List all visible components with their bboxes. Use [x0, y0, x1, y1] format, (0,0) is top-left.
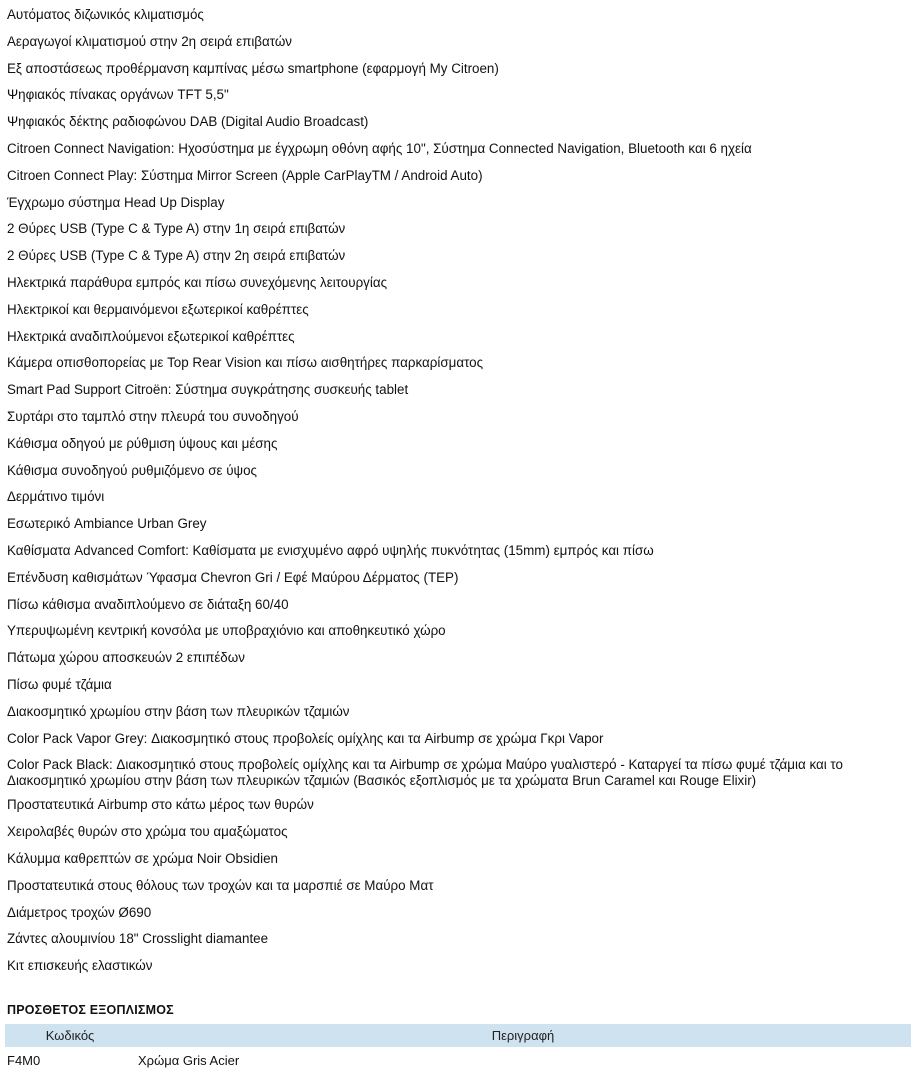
feature-item: Δερμάτινο τιμόνι	[7, 489, 105, 505]
feature-item: Citroen Connect Play: Σύστημα Mirror Screen (Apple CarPlayTM / Android Auto)	[7, 167, 483, 183]
description-column-header: Περιγραφή	[135, 1024, 911, 1047]
feature-item: Κάθισμα οδηγού με ρύθμιση ύψους και μέσης	[7, 435, 278, 451]
feature-item: Ζάντες αλουμινίου 18" Crosslight diamantee	[7, 931, 269, 947]
feature-item: Ψηφιακός δέκτης ραδιοφώνου DAB (Digital Audio Broadcast)	[7, 114, 369, 130]
feature-item: Ηλεκτρικοί και θερμαινόμενοι εξωτερικοί καθρέπτες	[7, 301, 309, 317]
feature-item: Κιτ επισκευής ελαστικών	[7, 958, 153, 974]
equipment-code: F4M0	[7, 1052, 41, 1068]
feature-item: Υπερυψωμένη κεντρική κονσόλα με υποβραχιόνιο και αποθηκευτικό χώρο	[7, 623, 446, 639]
feature-item: Πίσω φυμέ τζάμια	[7, 676, 112, 692]
feature-item: 2 Θύρες USB (Type C & Type A) στην 1η σειρά επιβατών	[7, 221, 346, 237]
table-row	[5, 1047, 911, 1073]
code-column-header: Κωδικός	[5, 1024, 135, 1047]
feature-item: Χειρολαβές θυρών στο χρώμα του αμαξώματος	[7, 824, 288, 840]
additional-equipment-title: ΠΡΟΣΘΕΤΟΣ ΕΞΟΠΛΙΣΜΟΣ	[7, 1003, 174, 1017]
feature-item: Εξ αποστάσεως προθέρμανση καμπίνας μέσω smartphone (εφαρμογή My Citroen)	[7, 60, 499, 76]
feature-item: Smart Pad Support Citroën: Σύστημα συγκράτησης συσκευής tablet	[7, 382, 409, 398]
feature-item: Ψηφιακός πίνακας οργάνων TFT 5,5"	[7, 87, 229, 103]
feature-item: Κάθισμα συνοδηγού ρυθμιζόμενο σε ύψος	[7, 462, 257, 478]
feature-item: Καθίσματα Advanced Comfort: Καθίσματα με ενισχυμένο αφρό υψηλής πυκνότητας (15mm) εμπρός και πίσω	[7, 542, 654, 558]
feature-item: 2 Θύρες USB (Type C & Type A) στην 2η σειρά επιβατών	[7, 248, 346, 264]
feature-item: Color Pack Black: Διακοσμητικό στους προβολείς ομίχλης και τα Airbump σε χρώμα Μαύρο γυαλιστερό - Καταργεί τα πίσω φυμέ τζάμια και το Διακοσμητικό χρωμίου στην βάση των πλευρικών τζαμιών (Βασικός εξοπλισμός με τα χρώματα Brun Caramel και Rouge Elixir)	[7, 757, 843, 789]
feature-item: Διάμετρος τροχών Ø690	[7, 904, 152, 920]
feature-item: Προστατευτικά στους θόλους των τροχών και τα μαρσπιέ σε Μαύρο Ματ	[7, 877, 434, 893]
equipment-description: Χρώμα Gris Acier	[138, 1052, 240, 1068]
feature-item: Ηλεκτρικά παράθυρα εμπρός και πίσω συνεχόμενης λειτουργίας	[7, 274, 388, 290]
feature-item: Εσωτερικό Ambiance Urban Grey	[7, 516, 207, 532]
feature-item: Κάμερα οπισθοπορείας με Top Rear Vision και πίσω αισθητήρες παρκαρίσματος	[7, 355, 484, 371]
table-header-row	[5, 1024, 911, 1047]
feature-item: Ηλεκτρικά αναδιπλούμενοι εξωτερικοί καθρέπτες	[7, 328, 295, 344]
feature-item: Έγχρωμο σύστημα Head Up Display	[7, 194, 225, 210]
feature-item: Citroen Connect Navigation: Ηχοσύστημα με έγχρωμη οθόνη αφής 10", Σύστημα Connected Navigation, Bluetooth και 6 ηχεία	[7, 140, 752, 156]
feature-item: Αεραγωγοί κλιματισμού στην 2η σειρά επιβατών	[7, 33, 293, 49]
additional-equipment-table	[5, 1024, 911, 1073]
feature-item: Επένδυση καθισμάτων Ύφασμα Chevron Gri / Εφέ Μαύρου Δέρματος (TEP)	[7, 569, 459, 585]
feature-list	[7, 7, 906, 985]
feature-item: Πάτωμα χώρου αποσκευών 2 επιπέδων	[7, 650, 245, 666]
feature-item: Κάλυμμα καθρεπτών σε χρώμα Noir Obsidien	[7, 850, 278, 866]
feature-item: Συρτάρι στο ταμπλό στην πλευρά του συνοδηγού	[7, 408, 299, 424]
feature-item: Color Pack Vapor Grey: Διακοσμητικό στους προβολείς ομίχλης και τα Airbump σε χρώμα Γκρι Vapor	[7, 730, 604, 746]
feature-item: Αυτόματος διζωνικός κλιματισμός	[7, 7, 204, 22]
feature-item: Προστατευτικά Airbump στο κάτω μέρος των θυρών	[7, 797, 314, 813]
feature-item: Πίσω κάθισμα αναδιπλούμενο σε διάταξη 60/40	[7, 596, 289, 612]
feature-item: Διακοσμητικό χρωμίου στην βάση των πλευρικών τζαμιών	[7, 703, 350, 719]
